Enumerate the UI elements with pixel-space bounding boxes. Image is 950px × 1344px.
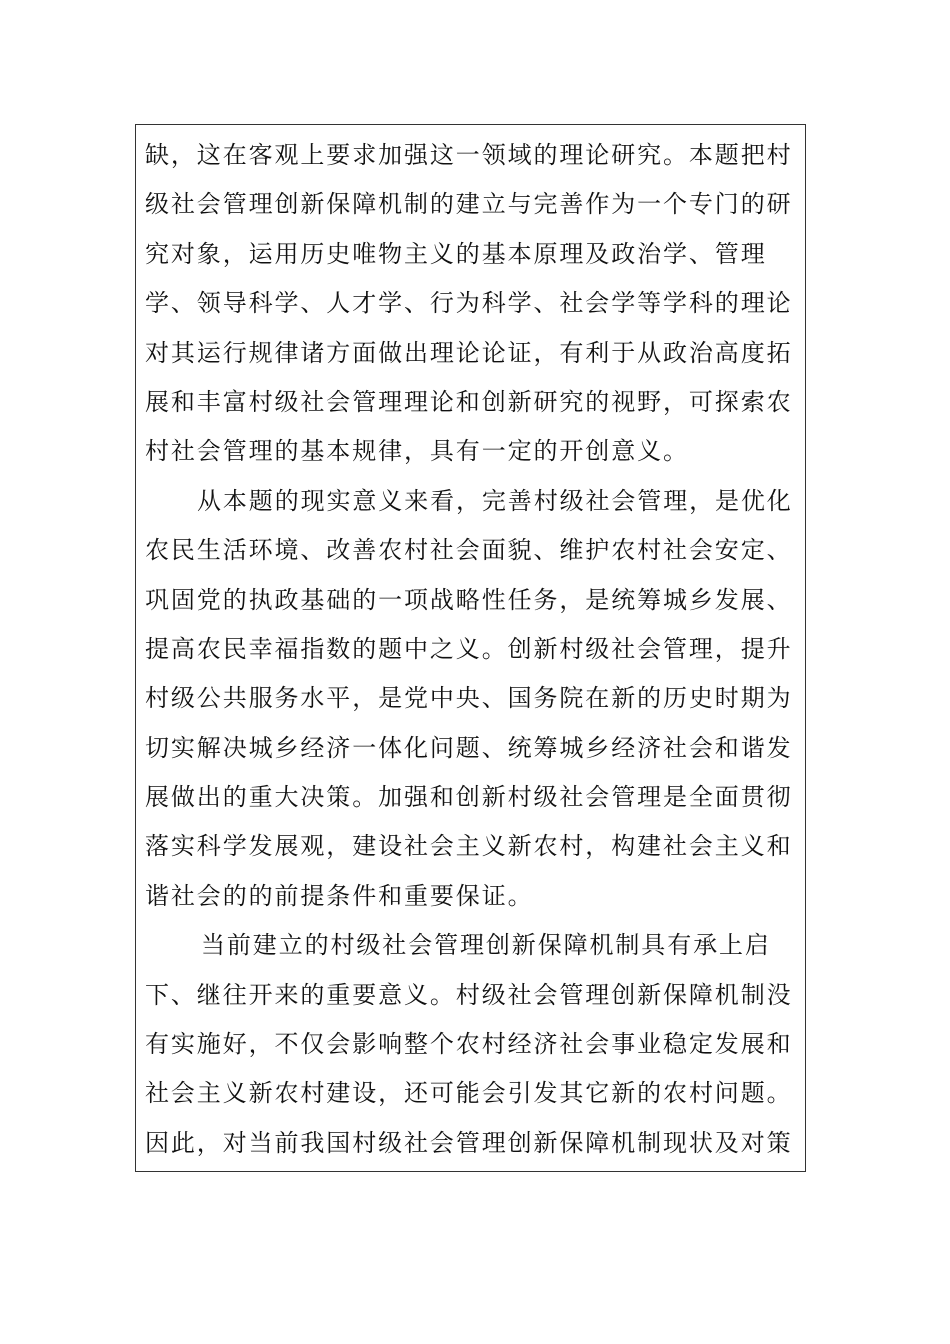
- text-line: 社会主义新农村建设，还可能会引发其它新的农村问题。: [145, 1079, 793, 1108]
- text-line: 村级公共服务水平，是党中央、国务院在新的历史时期为: [145, 684, 793, 713]
- text-line: 从本题的现实意义来看，完善村级社会管理，是优化: [197, 486, 793, 515]
- text-line: 展做出的重大决策。加强和创新村级社会管理是全面贯彻: [145, 783, 793, 812]
- text-line: 因此，对当前我国村级社会管理创新保障机制现状及对策: [145, 1128, 793, 1157]
- text-line: 巩固党的执政基础的一项战略性任务，是统筹城乡发展、: [145, 585, 793, 614]
- text-line: 缺，这在客观上要求加强这一领域的理论研究。本题把村: [145, 141, 793, 169]
- text-line: 村社会管理的基本规律，具有一定的开创意义。: [145, 437, 689, 466]
- text-body: [145, 131, 800, 1168]
- text-line: 对其运行规律诸方面做出理论论证，有利于从政治高度拓: [145, 338, 793, 367]
- text-line: 学、领导科学、人才学、行为科学、社会学等学科的理论: [145, 289, 793, 318]
- text-line: 农民生活环境、改善农村社会面貌、维护农村社会安定、: [145, 536, 793, 565]
- text-line: 有实施好，不仅会影响整个农村经济社会事业稳定发展和: [145, 1030, 793, 1059]
- text-line: 下、继往开来的重要意义。村级社会管理创新保障机制没: [145, 980, 793, 1009]
- text-line: 当前建立的村级社会管理创新保障机制具有承上启: [201, 931, 771, 960]
- text-line: 究对象，运用历史唯物主义的基本原理及政治学、管理: [145, 239, 767, 268]
- text-line: 展和丰富村级社会管理理论和创新研究的视野，可探索农: [145, 387, 793, 416]
- text-line: 谐社会的的前提条件和重要保证。: [145, 881, 534, 910]
- text-line: 提高农民幸福指数的题中之义。创新村级社会管理，提升: [145, 634, 793, 663]
- text-line: 级社会管理创新保障机制的建立与完善作为一个专门的研: [145, 190, 793, 219]
- text-line: 落实科学发展观，建设社会主义新农村，构建社会主义和: [145, 832, 793, 861]
- text-line: 切实解决城乡经济一体化问题、统筹城乡经济社会和谐发: [145, 733, 793, 762]
